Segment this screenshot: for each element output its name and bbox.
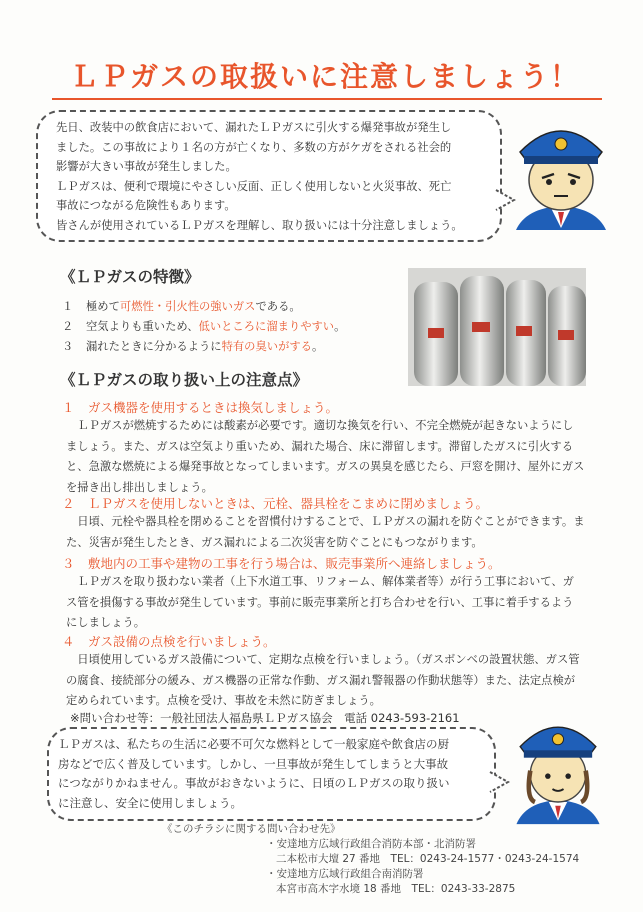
feature-highlight: 低いところに溜まりやすい: [198, 320, 335, 333]
precaution-number: ４: [62, 634, 75, 649]
closing-line: ＬＰガスは、私たちの生活に必要不可欠な燃料として一般家庭や飲食店の厨: [58, 737, 449, 751]
precaution-number: ２: [62, 496, 75, 511]
page-title: ＬＰガスの取扱いに注意しましょう！: [69, 60, 580, 93]
closing-text: [58, 735, 484, 813]
precaution-heading: [62, 398, 338, 416]
body-line: と、急激な燃焼による爆発事故となってしまいます。ガスの異臭を感じたら、戸窓を開け、屋外にガス: [66, 460, 585, 473]
footer-heading: 《このチラシに関する問い合わせ先》: [162, 823, 341, 835]
precaution-title: 敷地内の工事や建物の工事を行う場合は、販売事業所へ連絡しましょう。: [88, 556, 501, 571]
precaution-title: ＬＰガスを使用しないときは、元栓、器具栓をこまめに閉めましょう。: [88, 496, 489, 511]
feature-text: 。: [334, 320, 346, 333]
body-line: を掃き出し排出しましょう。: [66, 480, 213, 494]
gas-cylinder-photo: [408, 268, 586, 386]
precaution-heading: [62, 494, 488, 512]
precaution-body: [66, 572, 618, 634]
feature-text: 極めて: [86, 300, 120, 313]
footer-address: 二本松市大壇 27 番地 TEL：0243-24-1577・0243-24-1574: [276, 853, 580, 865]
body-line: た、災害が発生したとき、ガス漏れによる二次災害を防ぐことにもつながります。: [66, 535, 483, 549]
body-line: ＬＰガスを取り扱わない業者（上下水道工事、リフォーム、解体業者等）が行う工事において、ガ: [66, 575, 574, 588]
intro-line: 事故につながる危険性もあります。: [56, 199, 236, 212]
precaution-number: １: [62, 400, 75, 415]
precaution-heading: [62, 632, 276, 650]
feature-number: ２: [62, 320, 74, 333]
precaution-body: [66, 512, 618, 553]
precaution-body: [66, 416, 618, 498]
feature-text: 空気よりも重いため、: [86, 320, 199, 333]
body-line: の腐食、接続部分の緩み、ガス機器の正常な作動、ガス漏れ警報器の作動状態等）また、法定点検が: [66, 673, 576, 687]
body-line: ＬＰガスが燃焼するためには酸素が必要です。適切な換気を行い、不完全燃焼が起きないようにし: [66, 419, 574, 432]
footer-org: ・安達地方広域行政組合南消防署: [266, 868, 424, 880]
contact-line: ※問い合わせ等：一般社団法人福島県ＬＰガス協会 電話 0243-593-2161: [70, 711, 460, 725]
intro-line: 先日、改装中の飲食店において、漏れたＬＰガスに引火する爆発事故が発生し: [56, 121, 452, 134]
feature-number: １: [62, 300, 74, 313]
body-line: ましょう。また、ガスは空気より重いため、漏れた場合、床に滞留します。滞留したガスに引火する: [66, 439, 574, 453]
body-line: 定められています。点検を受け、事故を未然に防ぎましょう。: [66, 694, 381, 707]
title-underline: [52, 98, 602, 100]
intro-line: ました。この事故により１名の方が亡くなり、多数の方がケガをされる社会的: [56, 140, 452, 154]
feature-text: 漏れたときに分かるように: [86, 340, 222, 353]
intro-line: ＬＰガスは、便利で環境にやさしい反面、正しく使用しないと火災事故、死亡: [56, 179, 452, 193]
feature-text: である。: [255, 300, 301, 313]
feature-number: ３: [62, 340, 74, 353]
feature-highlight: 可燃性・引火性の強いガス: [119, 300, 256, 313]
closing-line: 房などで広く普及しています。しかし、一旦事故が発生してしまうと大事故: [58, 756, 449, 771]
body-line: 日頃、元栓や器具栓を閉めることを習慣付けすることで、ＬＰガスの漏れを防ぐことができます。ま: [66, 515, 585, 528]
intro-line: 影響が大きい事故が発生しました。: [56, 160, 237, 173]
intro-text: [56, 118, 488, 235]
footer-address: 本宮市高木字水境 18 番地 TEL：0243-33-2875: [276, 883, 516, 895]
feature-item: [62, 338, 323, 354]
feature-highlight: 特有の臭いがする: [221, 340, 312, 353]
feature-item: [62, 318, 345, 334]
precaution-heading: [62, 554, 501, 572]
body-line: にしましょう。: [66, 616, 146, 629]
closing-line: につながりかねません。事故がおきないように、日頃のＬＰガスの取り扱い: [58, 776, 450, 790]
police-officer-icon: [504, 706, 612, 826]
precaution-title: ガス機器を使用するときは換気しましょう。: [88, 400, 339, 415]
closing-line: に注意し、安全に使用しましょう。: [58, 795, 242, 810]
precaution-title: ガス設備の点検を行いましょう。: [88, 634, 276, 649]
precaution-number: ３: [62, 556, 75, 571]
body-line: 日頃使用しているガス設備について、定期な点検を行いましょう。（ガスボンベの設置状態、ガス管: [66, 653, 580, 666]
footer-org: ・安達地方広域行政組合消防本部・北消防署: [266, 838, 476, 850]
precaution-body: [66, 650, 618, 712]
intro-line: 皆さんが使用されているＬＰガスを理解し、取り扱いには十分注意しましょう。: [56, 218, 463, 232]
feature-item: [62, 298, 301, 314]
body-line: ス管を損傷する事故が発生しています。事前に販売事業所と打ち合わせを行い、工事に着手するよう: [66, 595, 574, 609]
features-heading: 《ＬＰガスの特徴》: [60, 268, 200, 286]
precautions-heading: 《ＬＰガスの取り扱い上の注意点》: [60, 371, 309, 389]
feature-text: 。: [311, 340, 324, 353]
police-officer-icon: [506, 108, 616, 238]
